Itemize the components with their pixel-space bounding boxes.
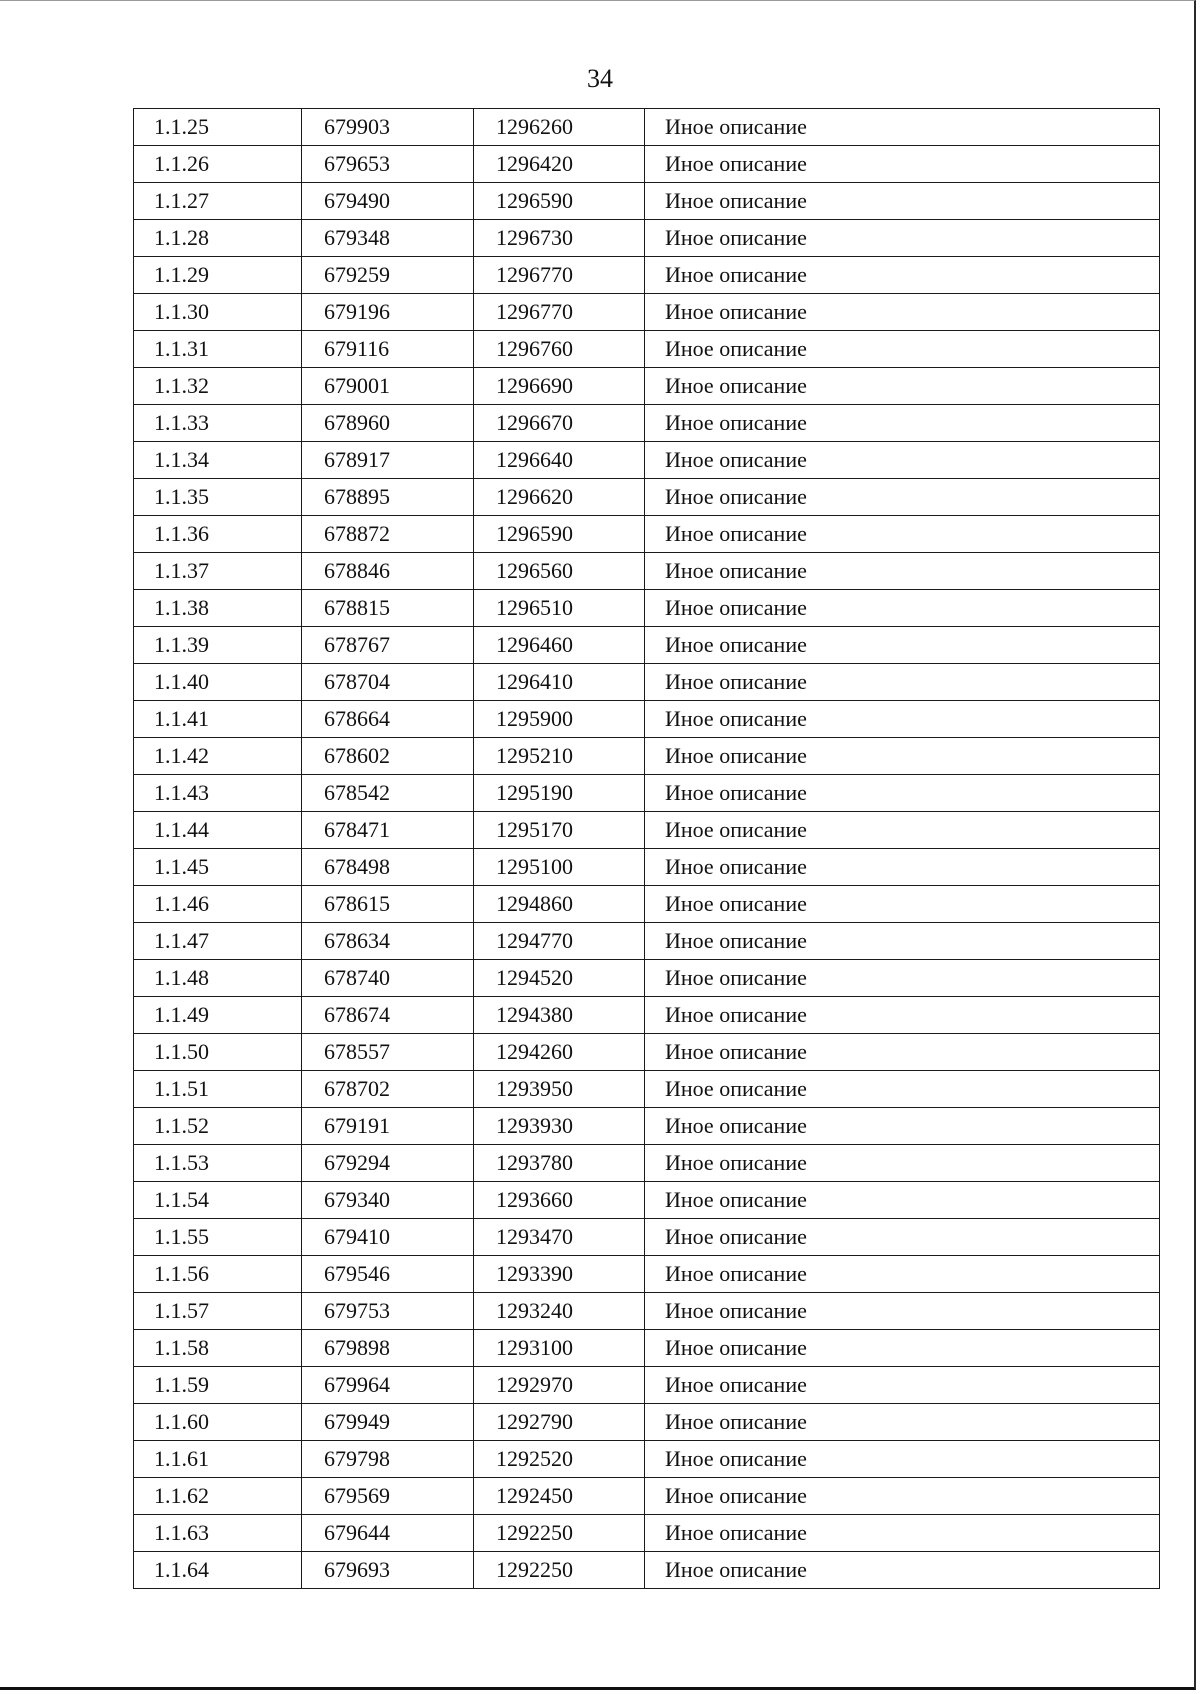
y-coordinate-cell: 1292250: [474, 1515, 645, 1552]
y-coordinate-cell: 1293240: [474, 1293, 645, 1330]
table-row: [134, 1367, 1160, 1404]
table-row: [134, 1330, 1160, 1367]
description-cell: Иное описание: [645, 1552, 1160, 1589]
y-coordinate-cell: 1296690: [474, 368, 645, 405]
table-row: [134, 1293, 1160, 1330]
y-coordinate-cell: 1293100: [474, 1330, 645, 1367]
y-coordinate-cell: 1293390: [474, 1256, 645, 1293]
description-cell: Иное описание: [645, 849, 1160, 886]
point-number-cell: 1.1.29: [134, 257, 302, 294]
point-number-cell: 1.1.62: [134, 1478, 302, 1515]
point-number-cell: 1.1.54: [134, 1182, 302, 1219]
y-coordinate-cell: 1293470: [474, 1219, 645, 1256]
description-cell: Иное описание: [645, 812, 1160, 849]
point-number-cell: 1.1.58: [134, 1330, 302, 1367]
description-cell: Иное описание: [645, 442, 1160, 479]
point-number-cell: 1.1.53: [134, 1145, 302, 1182]
y-coordinate-cell: 1292520: [474, 1441, 645, 1478]
description-cell: Иное описание: [645, 479, 1160, 516]
point-number-cell: 1.1.48: [134, 960, 302, 997]
y-coordinate-cell: 1296770: [474, 294, 645, 331]
x-coordinate-cell: 679546: [302, 1256, 474, 1293]
x-coordinate-cell: 678602: [302, 738, 474, 775]
table-row: [134, 257, 1160, 294]
table-row: [134, 183, 1160, 220]
table-row: [134, 553, 1160, 590]
description-cell: Иное описание: [645, 220, 1160, 257]
y-coordinate-cell: 1292790: [474, 1404, 645, 1441]
x-coordinate-cell: 678846: [302, 553, 474, 590]
x-coordinate-cell: 679693: [302, 1552, 474, 1589]
table-row: [134, 405, 1160, 442]
description-cell: Иное описание: [645, 1293, 1160, 1330]
table-row: [134, 849, 1160, 886]
x-coordinate-cell: 679348: [302, 220, 474, 257]
x-coordinate-cell: 679490: [302, 183, 474, 220]
y-coordinate-cell: 1295170: [474, 812, 645, 849]
x-coordinate-cell: 678872: [302, 516, 474, 553]
point-number-cell: 1.1.45: [134, 849, 302, 886]
point-number-cell: 1.1.38: [134, 590, 302, 627]
x-coordinate-cell: 679001: [302, 368, 474, 405]
x-coordinate-cell: 678634: [302, 923, 474, 960]
point-number-cell: 1.1.60: [134, 1404, 302, 1441]
table-row: [134, 997, 1160, 1034]
y-coordinate-cell: 1296760: [474, 331, 645, 368]
description-cell: Иное описание: [645, 1478, 1160, 1515]
point-number-cell: 1.1.64: [134, 1552, 302, 1589]
table-row: [134, 1441, 1160, 1478]
point-number-cell: 1.1.39: [134, 627, 302, 664]
table-row: [134, 923, 1160, 960]
y-coordinate-cell: 1293930: [474, 1108, 645, 1145]
y-coordinate-cell: 1296590: [474, 516, 645, 553]
description-cell: Иное описание: [645, 1256, 1160, 1293]
point-number-cell: 1.1.42: [134, 738, 302, 775]
y-coordinate-cell: 1296510: [474, 590, 645, 627]
description-cell: Иное описание: [645, 923, 1160, 960]
table-row: [134, 775, 1160, 812]
x-coordinate-cell: 679196: [302, 294, 474, 331]
table-row: [134, 1478, 1160, 1515]
table-row: [134, 886, 1160, 923]
point-number-cell: 1.1.36: [134, 516, 302, 553]
x-coordinate-cell: 679191: [302, 1108, 474, 1145]
y-coordinate-cell: 1294770: [474, 923, 645, 960]
page-number: 34: [587, 64, 613, 93]
y-coordinate-cell: 1293780: [474, 1145, 645, 1182]
table-row: [134, 1515, 1160, 1552]
point-number-cell: 1.1.31: [134, 331, 302, 368]
y-coordinate-cell: 1296460: [474, 627, 645, 664]
x-coordinate-cell: 678615: [302, 886, 474, 923]
description-cell: Иное описание: [645, 331, 1160, 368]
table-row: [134, 109, 1160, 146]
y-coordinate-cell: 1293950: [474, 1071, 645, 1108]
description-cell: Иное описание: [645, 627, 1160, 664]
description-cell: Иное описание: [645, 1515, 1160, 1552]
y-coordinate-cell: 1292970: [474, 1367, 645, 1404]
description-cell: Иное описание: [645, 1034, 1160, 1071]
x-coordinate-cell: 679949: [302, 1404, 474, 1441]
y-coordinate-cell: 1293660: [474, 1182, 645, 1219]
point-number-cell: 1.1.46: [134, 886, 302, 923]
point-number-cell: 1.1.26: [134, 146, 302, 183]
description-cell: Иное описание: [645, 516, 1160, 553]
description-cell: Иное описание: [645, 146, 1160, 183]
point-number-cell: 1.1.56: [134, 1256, 302, 1293]
point-number-cell: 1.1.55: [134, 1219, 302, 1256]
x-coordinate-cell: 678740: [302, 960, 474, 997]
y-coordinate-cell: 1296590: [474, 183, 645, 220]
x-coordinate-cell: 679964: [302, 1367, 474, 1404]
x-coordinate-cell: 678664: [302, 701, 474, 738]
table-row: [134, 664, 1160, 701]
point-number-cell: 1.1.27: [134, 183, 302, 220]
description-cell: Иное описание: [645, 1182, 1160, 1219]
description-cell: Иное описание: [645, 664, 1160, 701]
description-cell: Иное описание: [645, 738, 1160, 775]
table-row: [134, 1145, 1160, 1182]
description-cell: Иное описание: [645, 960, 1160, 997]
description-cell: Иное описание: [645, 294, 1160, 331]
y-coordinate-cell: 1295190: [474, 775, 645, 812]
x-coordinate-cell: 678895: [302, 479, 474, 516]
x-coordinate-cell: 679898: [302, 1330, 474, 1367]
x-coordinate-cell: 679294: [302, 1145, 474, 1182]
y-coordinate-cell: 1296670: [474, 405, 645, 442]
y-coordinate-cell: 1292250: [474, 1552, 645, 1589]
x-coordinate-cell: 679340: [302, 1182, 474, 1219]
point-number-cell: 1.1.40: [134, 664, 302, 701]
table-row: [134, 960, 1160, 997]
description-cell: Иное описание: [645, 701, 1160, 738]
point-number-cell: 1.1.51: [134, 1071, 302, 1108]
x-coordinate-cell: 679653: [302, 146, 474, 183]
table-row: [134, 627, 1160, 664]
y-coordinate-cell: 1295210: [474, 738, 645, 775]
point-number-cell: 1.1.43: [134, 775, 302, 812]
point-number-cell: 1.1.41: [134, 701, 302, 738]
table-row: [134, 1552, 1160, 1589]
y-coordinate-cell: 1296730: [474, 220, 645, 257]
y-coordinate-cell: 1295100: [474, 849, 645, 886]
x-coordinate-cell: 679753: [302, 1293, 474, 1330]
point-number-cell: 1.1.61: [134, 1441, 302, 1478]
x-coordinate-cell: 678704: [302, 664, 474, 701]
point-number-cell: 1.1.35: [134, 479, 302, 516]
description-cell: Иное описание: [645, 775, 1160, 812]
point-number-cell: 1.1.25: [134, 109, 302, 146]
x-coordinate-cell: 678917: [302, 442, 474, 479]
description-cell: Иное описание: [645, 590, 1160, 627]
x-coordinate-cell: 678960: [302, 405, 474, 442]
point-number-cell: 1.1.37: [134, 553, 302, 590]
x-coordinate-cell: 678815: [302, 590, 474, 627]
x-coordinate-cell: 679644: [302, 1515, 474, 1552]
x-coordinate-cell: 679798: [302, 1441, 474, 1478]
table-row: [134, 294, 1160, 331]
x-coordinate-cell: 678542: [302, 775, 474, 812]
y-coordinate-cell: 1296640: [474, 442, 645, 479]
table-row: [134, 738, 1160, 775]
y-coordinate-cell: 1294520: [474, 960, 645, 997]
point-number-cell: 1.1.32: [134, 368, 302, 405]
description-cell: Иное описание: [645, 1441, 1160, 1478]
table-row: [134, 1034, 1160, 1071]
point-number-cell: 1.1.52: [134, 1108, 302, 1145]
x-coordinate-cell: 679259: [302, 257, 474, 294]
y-coordinate-cell: 1296420: [474, 146, 645, 183]
y-coordinate-cell: 1295900: [474, 701, 645, 738]
point-number-cell: 1.1.49: [134, 997, 302, 1034]
description-cell: Иное описание: [645, 1330, 1160, 1367]
y-coordinate-cell: 1296620: [474, 479, 645, 516]
y-coordinate-cell: 1294860: [474, 886, 645, 923]
description-cell: Иное описание: [645, 997, 1160, 1034]
table-row: [134, 1071, 1160, 1108]
description-cell: Иное описание: [645, 183, 1160, 220]
y-coordinate-cell: 1296260: [474, 109, 645, 146]
description-cell: Иное описание: [645, 1145, 1160, 1182]
table-row: [134, 479, 1160, 516]
coordinates-table: [133, 108, 1160, 1589]
y-coordinate-cell: 1292450: [474, 1478, 645, 1515]
point-number-cell: 1.1.30: [134, 294, 302, 331]
description-cell: Иное описание: [645, 405, 1160, 442]
description-cell: Иное описание: [645, 368, 1160, 405]
point-number-cell: 1.1.28: [134, 220, 302, 257]
description-cell: Иное описание: [645, 257, 1160, 294]
point-number-cell: 1.1.34: [134, 442, 302, 479]
table-row: [134, 146, 1160, 183]
point-number-cell: 1.1.50: [134, 1034, 302, 1071]
table-row: [134, 516, 1160, 553]
point-number-cell: 1.1.57: [134, 1293, 302, 1330]
table-row: [134, 701, 1160, 738]
description-cell: Иное описание: [645, 1219, 1160, 1256]
description-cell: Иное описание: [645, 553, 1160, 590]
table-row: [134, 1182, 1160, 1219]
table-row: [134, 812, 1160, 849]
table-row: [134, 368, 1160, 405]
point-number-cell: 1.1.44: [134, 812, 302, 849]
table-row: [134, 1404, 1160, 1441]
table-row: [134, 1219, 1160, 1256]
y-coordinate-cell: 1296410: [474, 664, 645, 701]
y-coordinate-cell: 1294260: [474, 1034, 645, 1071]
x-coordinate-cell: 678674: [302, 997, 474, 1034]
x-coordinate-cell: 679116: [302, 331, 474, 368]
table-row: [134, 590, 1160, 627]
table-row: [134, 442, 1160, 479]
point-number-cell: 1.1.47: [134, 923, 302, 960]
point-number-cell: 1.1.33: [134, 405, 302, 442]
x-coordinate-cell: 678471: [302, 812, 474, 849]
x-coordinate-cell: 678557: [302, 1034, 474, 1071]
y-coordinate-cell: 1294380: [474, 997, 645, 1034]
point-number-cell: 1.1.63: [134, 1515, 302, 1552]
table-row: [134, 1256, 1160, 1293]
table-row: [134, 1108, 1160, 1145]
x-coordinate-cell: 678702: [302, 1071, 474, 1108]
description-cell: Иное описание: [645, 1071, 1160, 1108]
table-body: [134, 109, 1160, 1589]
x-coordinate-cell: 679410: [302, 1219, 474, 1256]
point-number-cell: 1.1.59: [134, 1367, 302, 1404]
table-row: [134, 220, 1160, 257]
description-cell: Иное описание: [645, 886, 1160, 923]
y-coordinate-cell: 1296770: [474, 257, 645, 294]
description-cell: Иное описание: [645, 1404, 1160, 1441]
x-coordinate-cell: 679903: [302, 109, 474, 146]
description-cell: Иное описание: [645, 1367, 1160, 1404]
table-row: [134, 331, 1160, 368]
description-cell: Иное описание: [645, 1108, 1160, 1145]
x-coordinate-cell: 679569: [302, 1478, 474, 1515]
x-coordinate-cell: 678498: [302, 849, 474, 886]
y-coordinate-cell: 1296560: [474, 553, 645, 590]
x-coordinate-cell: 678767: [302, 627, 474, 664]
description-cell: Иное описание: [645, 109, 1160, 146]
